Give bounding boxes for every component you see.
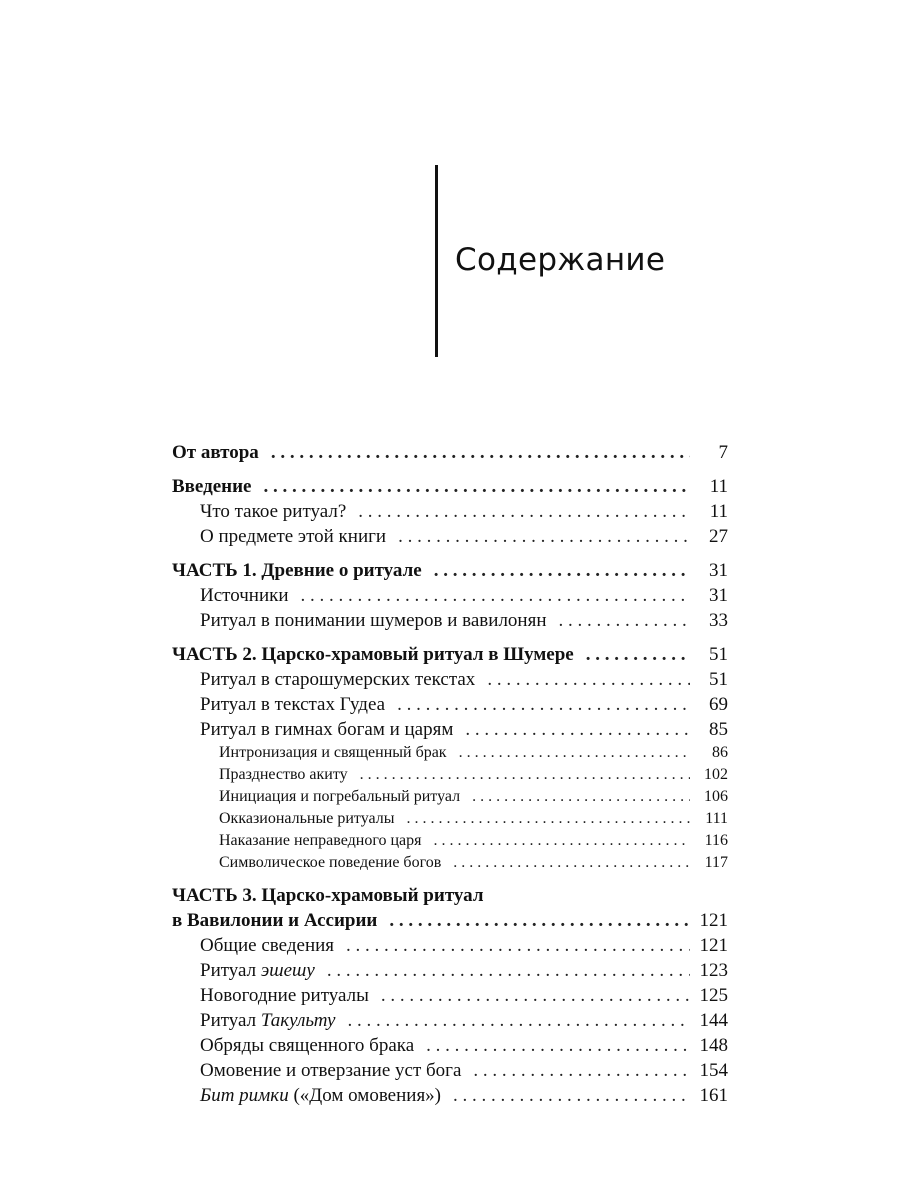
toc-entry-ritual-understanding[interactable] (172, 608, 728, 633)
toc-entry-enthronement[interactable] (172, 742, 728, 764)
toc-entry-title: Новогодние ритуалы (200, 985, 369, 1006)
toc-entry-gudea-texts[interactable] (172, 692, 728, 717)
toc-entry-initiation[interactable] (172, 786, 728, 808)
dot-leader (271, 440, 690, 465)
dot-leader (360, 764, 690, 786)
dot-leader (381, 983, 690, 1008)
toc-entry-page: 31 (709, 560, 728, 581)
toc-entry-page: 11 (709, 476, 728, 497)
toc-entry-page: 117 (704, 854, 728, 871)
toc-entry-page: 111 (705, 810, 728, 827)
toc-entry-title: Источники (200, 585, 289, 606)
dot-leader (434, 830, 690, 852)
toc-entry-part-2[interactable] (172, 642, 728, 667)
dot-leader (347, 1008, 689, 1033)
dot-leader (559, 608, 691, 633)
toc-entry-title: О предмете этой книги (200, 526, 387, 547)
toc-entry-page: 85 (709, 719, 728, 740)
toc-entry-bit-rimki[interactable] (172, 1083, 728, 1108)
page-title: Содержание (455, 242, 666, 278)
toc-entry-page: 154 (699, 1060, 728, 1081)
toc-entry-page: 86 (712, 744, 728, 761)
toc-entry-from-author[interactable] (172, 440, 728, 465)
toc-entry-punishment[interactable] (172, 830, 728, 852)
toc-entry-title: Наказание неправедного царя (219, 832, 422, 849)
toc-entry-title: От автора (172, 442, 259, 463)
toc-entry-subject-of-book[interactable] (172, 524, 728, 549)
toc-entry-new-year[interactable] (172, 983, 728, 1008)
dot-leader (301, 583, 690, 608)
toc-entry-part-3[interactable] (172, 883, 728, 908)
toc-entry-page: 121 (699, 935, 728, 956)
toc-entry-title: Общие сведения (200, 935, 335, 956)
toc-entry-title: Ритуал в гимнах богам и царям (200, 719, 454, 740)
toc-entry-page: 51 (709, 644, 728, 665)
dot-leader (487, 667, 690, 692)
dot-leader (465, 717, 690, 742)
toc-entry-page: 161 (699, 1085, 728, 1106)
toc-entry-occasional-rituals[interactable] (172, 808, 728, 830)
toc-entry-title: ЧАСТЬ 2. Царско-храмовый ритуал в Шумере (172, 644, 574, 665)
dot-leader (358, 499, 690, 524)
toc-entry-title: Интронизация и священный брак (219, 744, 447, 761)
toc-entry-title: ЧАСТЬ 1. Древние о ритуале (172, 560, 422, 581)
toc-entry-washing-mouth[interactable] (172, 1058, 728, 1083)
toc-entry-what-is-ritual[interactable] (172, 499, 728, 524)
toc-entry-title: в Вавилонии и Ассирии (172, 910, 378, 931)
dot-leader (346, 933, 689, 958)
toc-entry-title: Символическое поведение богов (219, 854, 442, 871)
dot-leader (472, 786, 690, 808)
dot-leader (398, 524, 690, 549)
toc-entry-title: Празднество акиту (219, 766, 348, 783)
dot-leader (453, 1083, 689, 1108)
toc-entry-page: 31 (709, 585, 728, 606)
toc-entry-part-3-continued[interactable] (172, 908, 728, 933)
toc-entry-title: Обряды священного брака (200, 1035, 415, 1056)
toc-entry-title: Ритуал в понимании шумеров и вавилонян (200, 610, 547, 631)
toc-entry-page: 11 (709, 501, 728, 522)
toc-entry-old-sumerian-texts[interactable] (172, 667, 728, 692)
toc-entry-title: Ритуал в текстах Гудеа (200, 694, 386, 715)
toc-entry-page: 33 (709, 610, 728, 631)
toc-entry-page: 123 (699, 960, 728, 981)
toc-entry-page: 125 (699, 985, 728, 1006)
toc-entry-page: 27 (709, 526, 728, 547)
dot-leader (264, 474, 691, 499)
toc-entry-title: Введение (172, 476, 252, 497)
toc-entry-symbolic-behavior[interactable] (172, 852, 728, 874)
toc-entry-title: Окказиональные ритуалы (219, 810, 395, 827)
toc-entry-page: 148 (699, 1035, 728, 1056)
dot-leader (426, 1033, 689, 1058)
dot-leader (397, 692, 690, 717)
dot-leader (473, 1058, 689, 1083)
toc-entry-page: 121 (699, 910, 728, 931)
toc-entry-title: Что такое ритуал? (200, 501, 347, 522)
toc-entry-sacred-marriage[interactable] (172, 1033, 728, 1058)
toc-entry-page: 144 (699, 1010, 728, 1031)
toc-entry-akitu[interactable] (172, 764, 728, 786)
dot-leader (453, 852, 690, 874)
toc-entry-page: 106 (704, 788, 728, 805)
toc-entry-title: Омовение и отверзание уст бога (200, 1060, 462, 1081)
toc-entry-eshesu[interactable] (172, 958, 728, 983)
toc-entry-page: 51 (709, 669, 728, 690)
toc-entry-page: 69 (709, 694, 728, 715)
toc-entry-sources[interactable] (172, 583, 728, 608)
toc-entry-title: Ритуал эшешу (200, 960, 315, 981)
toc-entry-part-1[interactable] (172, 558, 728, 583)
dot-leader (434, 558, 690, 583)
toc-entry-introduction[interactable] (172, 474, 728, 499)
toc-entry-title: ЧАСТЬ 3. Царско-храмовый ритуал (172, 885, 484, 906)
dot-leader (586, 642, 690, 667)
table-of-contents (172, 440, 728, 1108)
dot-leader (327, 958, 690, 983)
dot-leader (389, 908, 689, 933)
toc-entry-title: Ритуал Такульту (200, 1010, 336, 1031)
toc-entry-hymns[interactable] (172, 717, 728, 742)
toc-entry-page: 7 (718, 442, 728, 463)
dot-leader (406, 808, 690, 830)
toc-entry-title: Бит римки («Дом омовения») (200, 1085, 442, 1106)
title-divider (435, 165, 438, 357)
toc-entry-page: 116 (704, 832, 728, 849)
toc-entry-general-info[interactable] (172, 933, 728, 958)
dot-leader (459, 742, 690, 764)
toc-entry-page: 102 (704, 766, 728, 783)
toc-entry-title: Инициация и погребальный ритуал (219, 788, 461, 805)
toc-entry-title: Ритуал в старошумерских текстах (200, 669, 476, 690)
toc-entry-takultu[interactable] (172, 1008, 728, 1033)
